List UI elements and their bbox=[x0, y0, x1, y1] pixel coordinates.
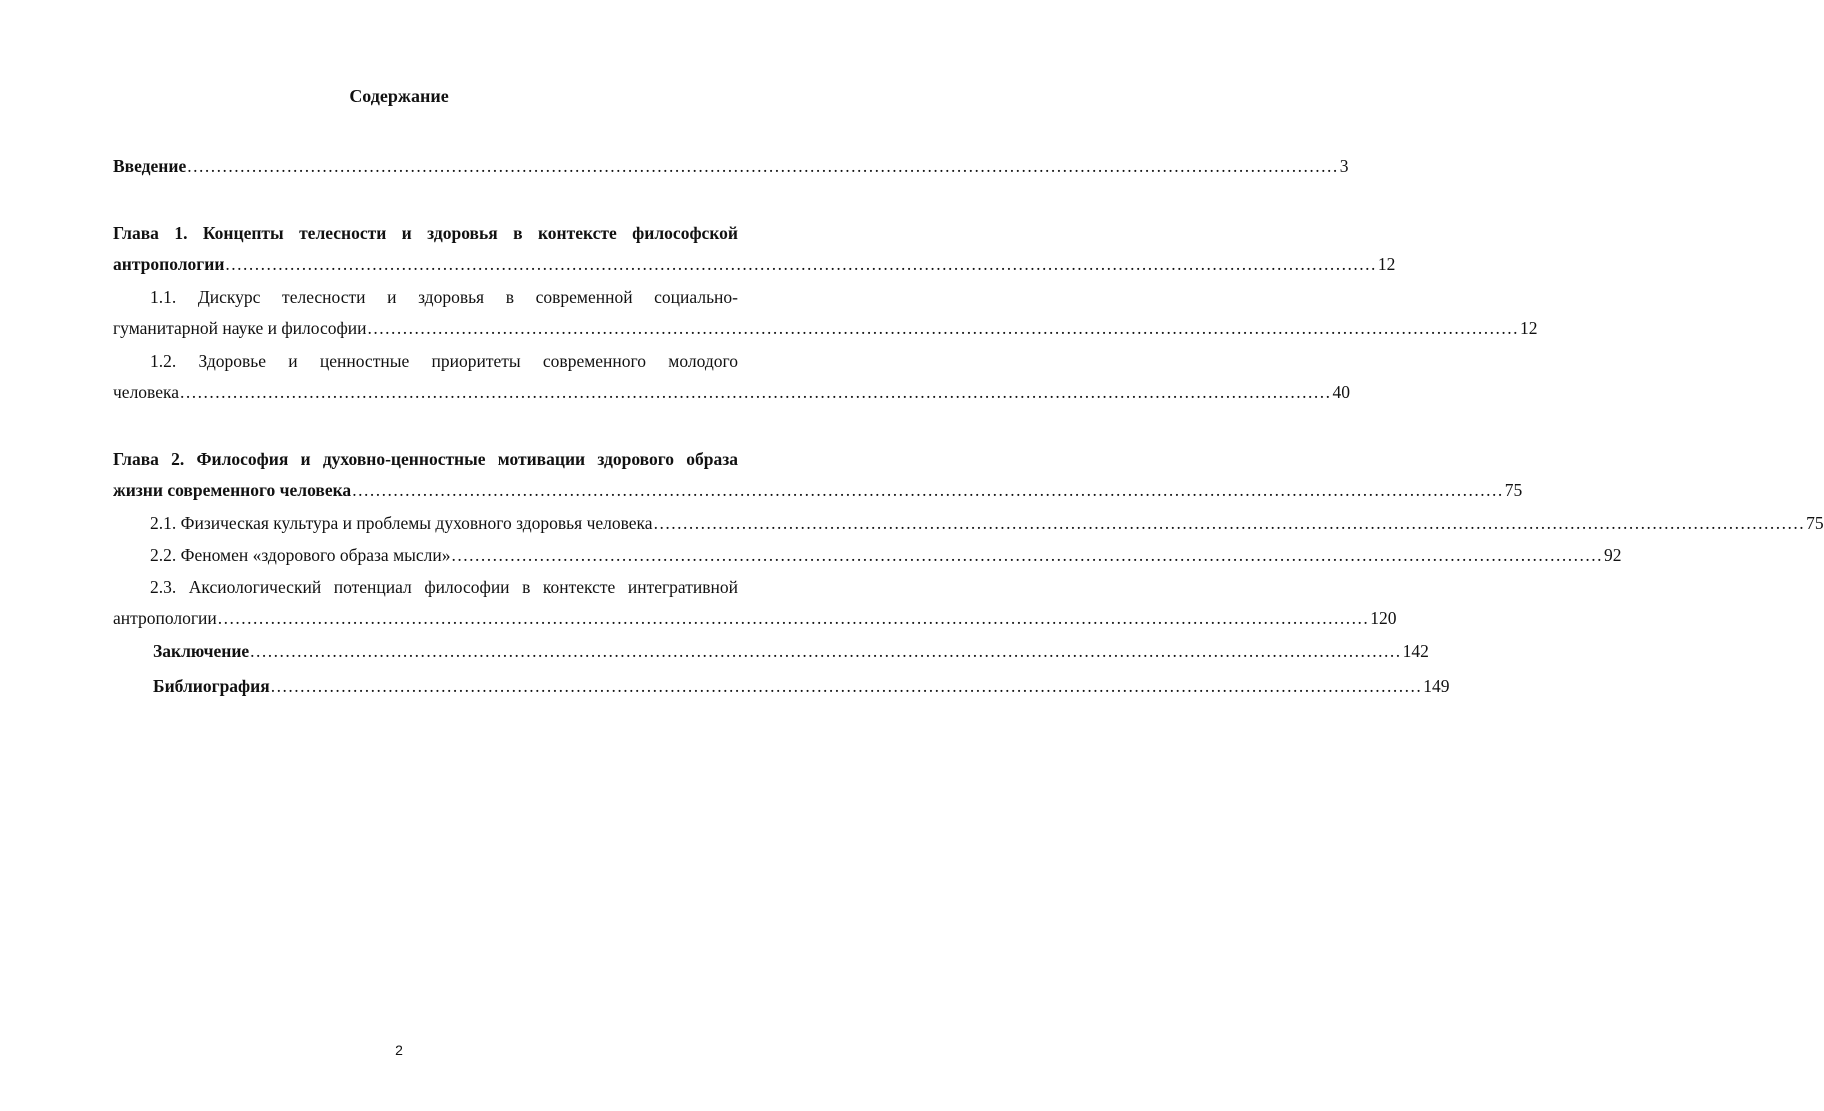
dot-leader: .................................................................................................................................................................................................... bbox=[179, 382, 1332, 402]
toc-entry-page: 149 bbox=[1423, 676, 1450, 696]
toc-entry-page: 40 bbox=[1332, 382, 1350, 402]
page-number: 2 bbox=[395, 1042, 403, 1058]
toc-entry-label: антропологии bbox=[113, 608, 217, 628]
toc-chapter-1-title[interactable]: Глава 1. Концепты телесности и здоровья в контексте философской bbox=[113, 223, 738, 243]
toc-entry-label: 2.2. Феномен «здорового образа мысли» bbox=[150, 545, 451, 565]
toc-entry-conclusion[interactable] bbox=[153, 640, 1429, 662]
dot-leader: .................................................................................................................................................................................................... bbox=[187, 156, 1339, 176]
toc-section-2-3[interactable] bbox=[113, 607, 1397, 629]
toc-entry-label: Библиография bbox=[153, 676, 270, 696]
toc-entry-intro[interactable] bbox=[113, 155, 1349, 177]
toc-entry-label: 2.1. Физическая культура и проблемы духовного здоровья человека bbox=[150, 513, 653, 533]
dot-leader: .................................................................................................................................................................................................... bbox=[352, 480, 1504, 500]
page-title: Содержание bbox=[349, 86, 449, 106]
toc-section-2-2[interactable] bbox=[150, 544, 1622, 566]
toc-entry-label: жизни современного человека bbox=[113, 480, 352, 500]
dot-leader: .................................................................................................................................................................................................... bbox=[367, 318, 1520, 338]
toc-entry-label: антропологии bbox=[113, 254, 225, 274]
toc-section-1-2-title[interactable]: 1.2. Здоровье и ценностные приоритеты современного молодого bbox=[150, 351, 738, 371]
toc-entry-label: гуманитарной науке и философии bbox=[113, 318, 367, 338]
toc-chapter-2[interactable] bbox=[113, 479, 1523, 501]
dot-leader: .................................................................................................................................................................................................... bbox=[451, 545, 1604, 565]
dot-leader: .................................................................................................................................................................................................... bbox=[653, 513, 1806, 533]
toc-entry-page: 3 bbox=[1339, 156, 1349, 176]
toc-entry-page: 120 bbox=[1370, 608, 1397, 628]
toc-entry-page: 92 bbox=[1604, 545, 1622, 565]
toc-entry-label: Введение bbox=[113, 156, 187, 176]
dot-leader: .................................................................................................................................................................................................... bbox=[217, 608, 1370, 628]
toc-entry-page: 12 bbox=[1520, 318, 1538, 338]
toc-section-1-1[interactable] bbox=[113, 317, 1538, 339]
dot-leader: .................................................................................................................................................................................................... bbox=[225, 254, 1377, 274]
toc-entry-label: Заключение bbox=[153, 641, 250, 661]
toc-entry-bibliography[interactable] bbox=[153, 675, 1450, 697]
dot-leader: .................................................................................................................................................................................................... bbox=[250, 641, 1402, 661]
toc-entry-page: 12 bbox=[1377, 254, 1396, 274]
toc-entry-page: 142 bbox=[1402, 641, 1429, 661]
toc-section-2-1[interactable] bbox=[150, 512, 1824, 534]
toc-section-1-1-title[interactable]: 1.1. Дискурс телесности и здоровья в современной социально- bbox=[150, 287, 738, 307]
toc-section-2-3-title[interactable]: 2.3. Аксиологический потенциал философии в контексте интегративной bbox=[150, 577, 738, 597]
toc-section-1-2[interactable] bbox=[113, 381, 1350, 403]
dot-leader: .................................................................................................................................................................................................... bbox=[270, 676, 1423, 696]
toc-entry-page: 75 bbox=[1806, 513, 1824, 533]
toc-chapter-1[interactable] bbox=[113, 253, 1396, 275]
toc-chapter-2-title[interactable]: Глава 2. Философия и духовно-ценностные мотивации здорового образа bbox=[113, 449, 738, 469]
toc-entry-label: человека bbox=[113, 382, 179, 402]
toc-entry-page: 75 bbox=[1504, 480, 1523, 500]
